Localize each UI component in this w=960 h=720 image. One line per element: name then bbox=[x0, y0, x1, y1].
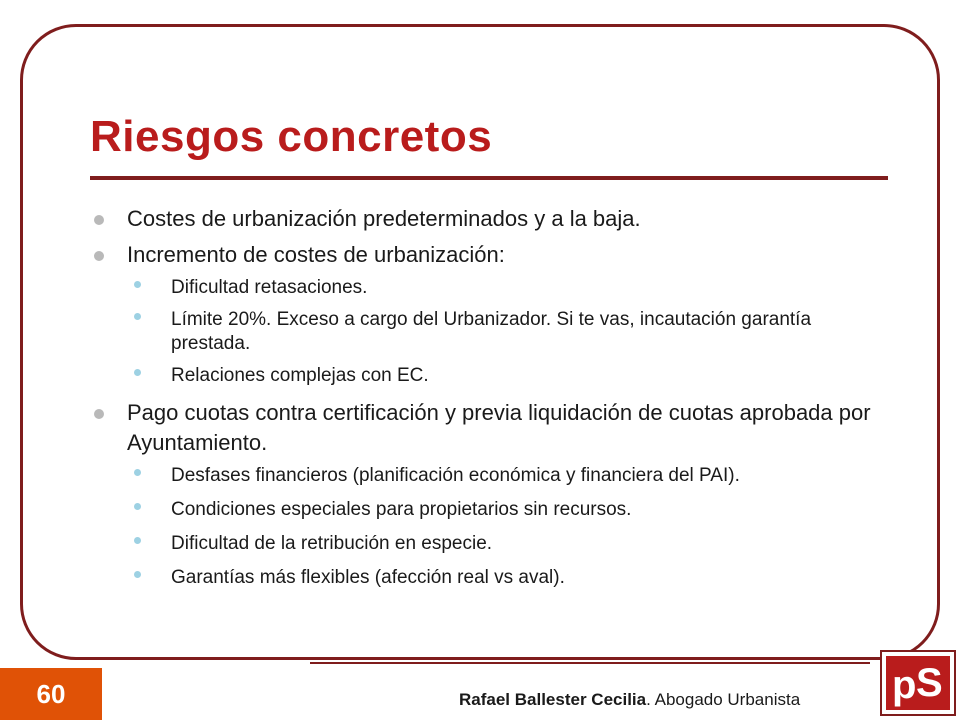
footer-divider bbox=[310, 662, 870, 664]
sub-bullet-text: Dificultad retasaciones. bbox=[171, 277, 368, 298]
bullet-item bbox=[92, 240, 882, 270]
bullet-text: Incremento de costes de urbanización: bbox=[127, 242, 505, 267]
page-number-badge bbox=[0, 668, 102, 720]
page-number: 60 bbox=[36, 678, 66, 709]
bullet-text: Costes de urbanización predeterminados y a la baja. bbox=[127, 206, 641, 231]
sub-bullet-item bbox=[92, 364, 882, 388]
sub-bullet-dot-icon bbox=[134, 313, 141, 320]
bullet-text: Pago cuotas contra certificación y previa liquidación de cuotas aprobada por Ayuntamiento. bbox=[127, 400, 871, 455]
slide-title: Riesgos concretos bbox=[90, 112, 493, 161]
slide-content bbox=[92, 204, 882, 600]
sub-bullet-dot-icon bbox=[134, 503, 141, 510]
sub-bullet-text: Límite 20%. Exceso a cargo del Urbanizador. Si te vas, incautación garantía prestada. bbox=[171, 309, 812, 354]
bullet-dot-icon bbox=[94, 409, 104, 419]
sub-bullet-text: Dificultad de la retribución en especie. bbox=[171, 533, 493, 554]
svg-text:p: p bbox=[892, 663, 917, 707]
footer-credit bbox=[459, 690, 800, 710]
sub-bullet-item bbox=[92, 566, 882, 590]
svg-text:S: S bbox=[916, 661, 943, 705]
title-underline bbox=[90, 176, 888, 180]
sub-bullet-item bbox=[92, 464, 882, 488]
bullet-dot-icon bbox=[94, 251, 104, 261]
sub-bullet-text: Garantías más flexibles (afección real vs aval). bbox=[171, 567, 565, 588]
footer-role: . Abogado Urbanista bbox=[646, 690, 801, 709]
sub-bullet-item bbox=[92, 308, 882, 356]
sub-bullet-dot-icon bbox=[134, 469, 141, 476]
sub-bullet-item bbox=[92, 532, 882, 556]
sub-bullet-dot-icon bbox=[134, 537, 141, 544]
footer-author: Rafael Ballester Cecilia bbox=[459, 690, 647, 709]
sub-bullet-text: Condiciones especiales para propietarios sin recursos. bbox=[171, 499, 632, 520]
ps-logo-icon bbox=[880, 650, 956, 716]
sub-bullet-text: Relaciones complejas con EC. bbox=[171, 365, 429, 386]
sub-bullet-item bbox=[92, 276, 882, 300]
bullet-dot-icon bbox=[94, 215, 104, 225]
sub-bullet-dot-icon bbox=[134, 571, 141, 578]
sub-bullet-item bbox=[92, 498, 882, 522]
sub-bullet-text: Desfases financieros (planificación económica y financiera del PAI). bbox=[171, 465, 740, 486]
sub-bullet-dot-icon bbox=[134, 281, 141, 288]
bullet-item bbox=[92, 398, 882, 458]
bullet-item bbox=[92, 204, 882, 234]
sub-bullet-dot-icon bbox=[134, 369, 141, 376]
